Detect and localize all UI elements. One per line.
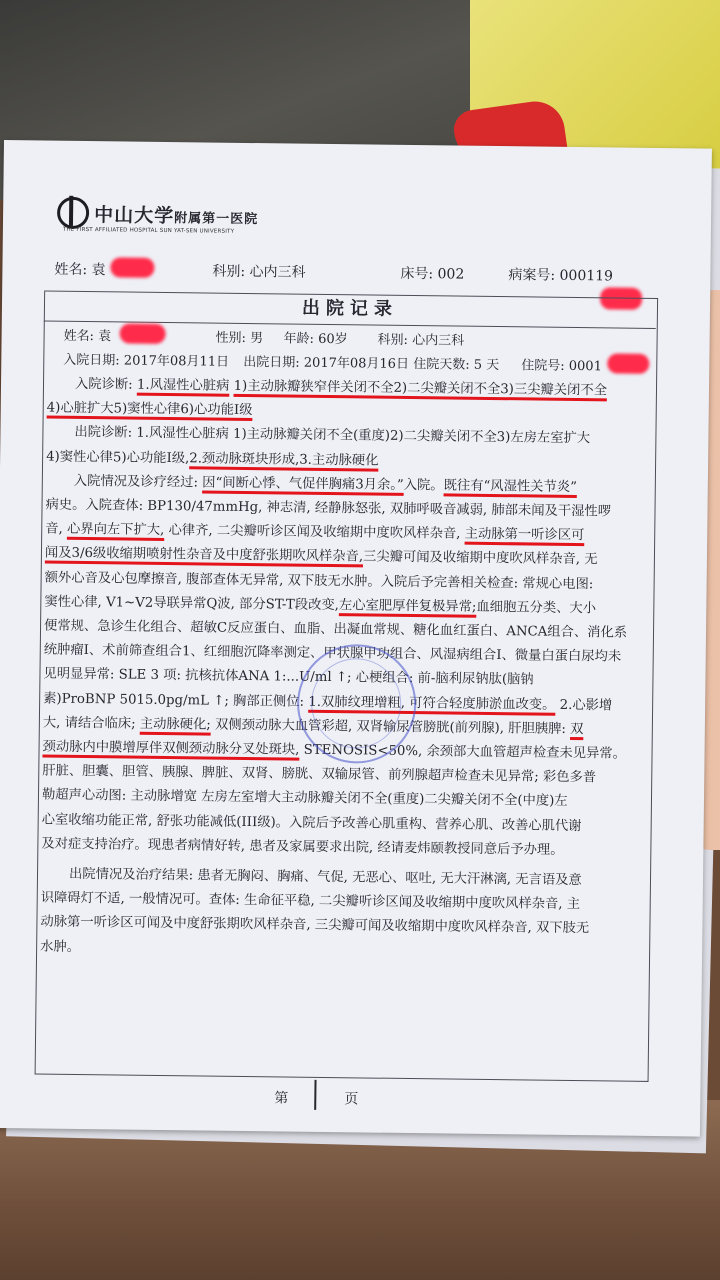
page-label-prefix: 第 <box>274 1090 289 1107</box>
exam-line: 见明显异常: SLE 3 项: 抗核抗体ANA 1:...U/ml ↑; 心梗组合: 前-脑利尿钠肽(脑钠 <box>43 666 534 688</box>
redaction-mark <box>120 323 166 344</box>
admission-diagnosis-cont: 4)心脏扩大5)窦性心律6)心功能I级 <box>46 400 253 419</box>
exam-line: 颈动脉内中膜增厚伴双侧颈动脉分叉处斑块, STENOSIS<50%, 余颈部大血管超声检查未见异常。 <box>42 739 627 762</box>
inpatient-number: 住院号: 0001 <box>521 358 602 375</box>
exam-line: 心室收缩功能正常, 舒张功能减低(III级)。入院后予改善心肌重构、营养心肌、改善心肌代谢 <box>41 812 582 834</box>
exam-line: 便常规、急诊生化组合、超敏C反应蛋白、血脂、出凝血常规、糖化血红蛋白、ANCA组合、消化系 <box>43 618 628 641</box>
redaction-mark <box>607 353 649 374</box>
discharge-diagnosis: 出院诊断: 1.风湿性心脏病 1)主动脉瓣关闭不全(重度)2)二尖瓣关闭不全3)左房左室扩大 <box>74 425 591 447</box>
exam-line: 统肿瘤I、术前筛查组合1、红细胞沉降率测定、甲状腺甲功组合、风湿病组合I、微量白蛋白尿均未 <box>43 642 622 665</box>
hospital-name: 中山大学附属第一医院 <box>94 203 259 227</box>
page-number-divider <box>314 1080 316 1110</box>
header-name: 姓名: 袁 <box>54 261 106 279</box>
admission-diagnosis: 入院诊断: 1.风湿性心脏病 1)主动脉瓣狭窄伴关闭不全2)二尖瓣关闭不全3)三尖瓣关闭不全 <box>74 376 608 399</box>
record-title: 出院记录 <box>301 297 399 320</box>
exam-line: 勒超声心动图: 主动脉增宽 左房左室增大主动脉瓣关闭不全(重度)二尖瓣关闭不全(中度)左 <box>41 787 568 810</box>
university-emblem-icon <box>57 197 89 229</box>
exam-line: 肝脏、胆囊、胆管、胰腺、脾脏、双肾、膀胱、双输尿管、前列腺超声检查未见异常; 彩色多普 <box>42 763 597 786</box>
discharge-result: 出院情况及治疗结果: 患者无胸闷、胸痛、气促, 无恶心、呕吐, 无大汗淋漓, 无言语及意 <box>68 866 582 889</box>
exam-line: 及对症支持治疗。现患者病情好转, 患者及家属要求出院, 经请麦炜颐教授同意后予办理。 <box>41 836 564 858</box>
admission-course: 入院情况及诊疗经过: 因“间断心悸、气促伴胸痛3月余。”入院。既往有“风湿性关节炎” <box>73 473 578 495</box>
discharge-diagnosis-cont: 4)窦性心律5)心功能I级,2.颈动脉斑块形成,3.主动脉硬化 <box>46 449 379 469</box>
exam-line: 病史。入院查体: BP130/47mmHg, 神志清, 经静脉怒张, 双肺呼吸音减弱, 肺部未闻及干湿性啰 <box>45 497 612 520</box>
discharge-result-cont: 水肿。 <box>40 939 81 955</box>
hospital-logo <box>57 197 259 231</box>
patient-dept: 科别: 心内三科 <box>377 332 465 349</box>
header-bed: 床号: 002 <box>400 265 465 283</box>
discharge-date: 出院日期: 2017年08月16日 <box>243 354 410 372</box>
discharge-result-cont: 识障碍灯不适, 一般情况可。查体: 生命征平稳, 二尖瓣听诊区闻及收缩期中度吹风样杂音, 主 <box>40 890 581 913</box>
patient-age: 年龄: 60岁 <box>283 331 348 348</box>
discharge-result-cont: 动脉第一听诊区可闻及中度舒张期吹风样杂音, 三尖瓣可闻及收缩期中度吹风样杂音, 双下肢无 <box>40 914 590 937</box>
exam-line: 窦性心律, V1~V2导联异常Q波, 部分ST-T段改变,左心室肥厚伴复极异常;血细胞五分类、大小 <box>44 594 597 617</box>
exam-line: 闻及3/6级收缩期喷射性杂音及中度舒张期吹风样杂音,三尖瓣可闻及收缩期中度吹风样杂音, 无 <box>44 545 598 568</box>
page-label-suffix: 页 <box>344 1091 359 1108</box>
exam-line: 额外心音及心包摩擦音, 腹部查体无异常, 双下肢无水肿。入院后予完善相关检查: 常规心电图: <box>44 570 594 592</box>
header-dept: 科别: 心内三科 <box>212 263 306 281</box>
exam-line: 大, 请结合临床; 主动脉硬化; 双侧颈动脉大血管彩超, 双肾输尿管膀胱(前列腺), 肝胆胰脾: 双 <box>42 715 584 737</box>
stay-days: 住院天数: 5 天 <box>413 357 500 374</box>
exam-line: 素)ProBNP 5015.0pg/mL ↑; 胸部正侧位: 1.双肺纹理增粗, 可符合轻度肺淤血改变。 2.心影增 <box>43 691 613 714</box>
discharge-document <box>0 140 712 1137</box>
header-record-number: 病案号: 000119 <box>508 267 614 285</box>
hospital-english-name: THE FIRST AFFILIATED HOSPITAL SUN YAT-SEN UNIVERSITY <box>62 226 235 235</box>
admission-date: 入院日期: 2017年08月11日 <box>63 352 230 370</box>
redaction-mark <box>110 257 154 278</box>
patient-gender: 性别: 男 <box>215 330 264 347</box>
exam-line: 音, 心界向左下扩大, 心律齐, 二尖瓣听诊区闻及收缩期中度吹风样杂音, 主动脉第一听诊区可 <box>45 521 585 544</box>
patient-name: 姓名: 袁 <box>63 328 112 345</box>
